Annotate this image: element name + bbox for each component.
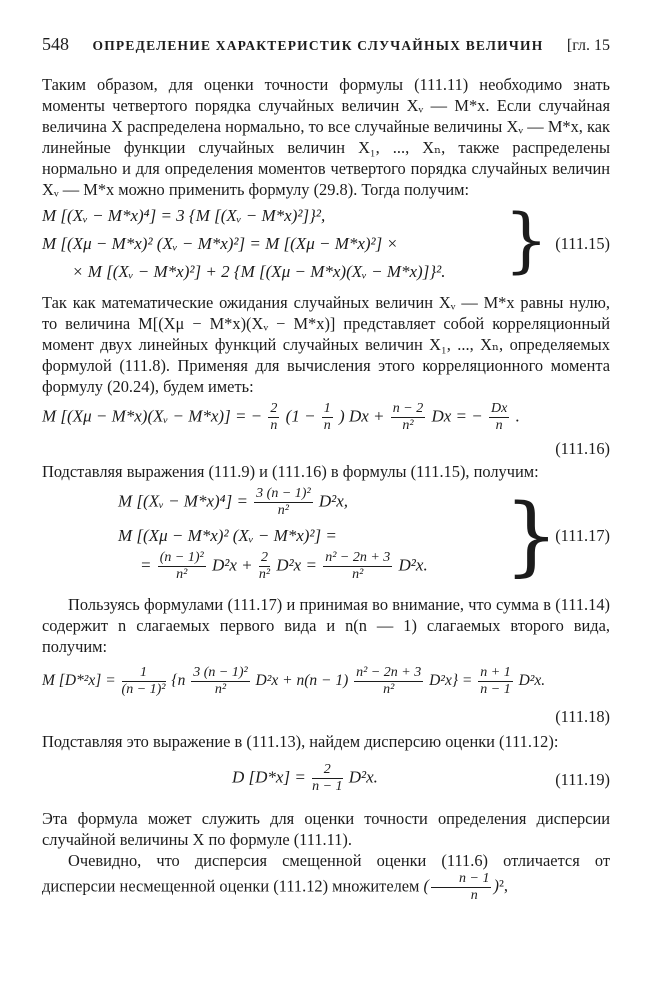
eq17-l1-frac-den: n² xyxy=(277,503,289,518)
eq16-frac-3-num: n − 2 xyxy=(392,401,424,416)
paragraph-1: Таким образом, для оценки точности формулы (111.11) необходимо знать моменты четвертого порядка случайных величин Xᵥ — M*x. Если случайная величина X распределена нормально, то все случайные величины Xᵥ — M*x, как линейные функции случайных величин X₁, ..., Xₙ, также распределены нормально и для определения моментов четвертого порядка случайных величин Xᵥ — M*x можно применить формулу (29.8). Тогда получим: xyxy=(42,75,610,199)
right-brace-2: } xyxy=(504,486,559,586)
eq18-frac-1 xyxy=(122,665,166,698)
eq15-number: (111.15) xyxy=(555,234,610,253)
paragraph-7-text: Очевидно, что дисперсия смещенной оценки (111.6) отличается от дисперсии несмещенной оценки (111.12) множителем xyxy=(42,851,610,896)
p7-frac-den: n xyxy=(470,888,478,903)
eq17-l3-frac-2-num: 2 xyxy=(259,550,270,567)
eq18-frac-3-den: n² xyxy=(383,682,395,697)
eq18-frac-4-num: n + 1 xyxy=(480,665,511,680)
eq16-frac-4-num: Dx xyxy=(490,401,508,416)
eq16-frac-4-den: n xyxy=(495,418,503,433)
eq19-lhs: D [D*x] = xyxy=(232,767,306,787)
eq15-line-3: × M [(Xᵥ − M*x)²] + 2 {M [(Xμ − M*x)(Xᵥ − M*x)]}². xyxy=(72,262,446,281)
paragraph-6: Эта формула может служить для оценки точности определения дисперсии случайной величины X по формуле (111.11). xyxy=(42,809,610,849)
equation-111-15 xyxy=(42,200,610,292)
eq17-l3-term-3: D²x. xyxy=(398,555,428,575)
eq16-mid-1: (1 − xyxy=(285,406,316,426)
eq17-l1-frac xyxy=(254,486,312,519)
eq16-frac-2-num: 1 xyxy=(323,401,331,416)
eq16-mid-2: ) Dx + xyxy=(339,406,385,426)
eq16-lhs: M [(Xμ − M*x)(Xᵥ − M*x)] = − xyxy=(42,406,263,426)
eq17-l3-term-2: D²x = xyxy=(276,555,317,575)
eq16-frac-3-den: n² xyxy=(402,418,414,433)
eq17-l3-frac-1-den: n² xyxy=(176,567,188,582)
eq16-frac-3 xyxy=(391,401,425,434)
eq17-l3-frac-3-den: n² xyxy=(352,567,364,582)
eq17-number: (111.17) xyxy=(555,526,610,545)
page xyxy=(42,34,610,904)
eq17-l1-lhs: M [(Xᵥ − M*x)⁴] = xyxy=(118,491,248,511)
paragraph-7 xyxy=(42,850,610,904)
eq17-l3-frac-1 xyxy=(158,550,206,583)
paragraph-5: Подставляя это выражение в (111.13), найдем дисперсию оценки (111.12): xyxy=(42,732,559,751)
eq17-l1-frac-num: 3 (n − 1)² xyxy=(256,486,311,501)
eq18-lhs: M [D*²x] = xyxy=(42,672,116,690)
eq18-line xyxy=(42,665,545,698)
eq17-line-1 xyxy=(118,486,348,519)
eq18-frac-1-den: (n − 1)² xyxy=(121,682,166,697)
equation-111-17 xyxy=(42,482,610,594)
eq19-frac xyxy=(312,762,342,795)
running-title: ОПРЕДЕЛЕНИЕ ХАРАКТЕРИСТИК СЛУЧАЙНЫХ ВЕЛИЧИН xyxy=(92,38,544,53)
eq15-line-1: M [(Xᵥ − M*x)⁴] = 3 {M [(Xᵥ − M*x)²]}², xyxy=(42,206,326,225)
eq16-line xyxy=(42,401,520,434)
paragraph-4: Пользуясь формулами (111.17) и принимая во внимание, что сумма в (111.14) содержит n слагаемых первого вида и n(n — 1) слагаемых второго вида, получим: xyxy=(42,595,610,656)
eq19-frac-den: n − 1 xyxy=(312,779,343,794)
eq16-frac-2 xyxy=(322,401,333,434)
eq18-frac-4 xyxy=(478,665,512,698)
eq17-l3-frac-2 xyxy=(259,550,270,583)
eq16-frac-2-den: n xyxy=(323,418,331,433)
eq17-l3-frac-1-num: (n − 1)² xyxy=(159,550,204,565)
eq19-line xyxy=(232,762,378,795)
eq17-l1-rhs: D²x, xyxy=(318,491,349,511)
eq17-line-3 xyxy=(140,550,428,583)
paragraph-7-factor: ( $\frac{n - 1}{n}$ )², xyxy=(423,871,508,903)
equation-111-18 xyxy=(42,657,610,731)
eq16-frac-4 xyxy=(489,401,509,434)
eq16-frac-1-num: 2 xyxy=(270,401,278,416)
eq18-b: D²x + n(n − 1) xyxy=(255,672,349,690)
eq18-frac-2 xyxy=(191,665,249,698)
eq19-frac-num: 2 xyxy=(312,762,342,779)
eq16-frac-1-den: n xyxy=(270,418,278,433)
paragraph-2: Так как математические ожидания случайных величин Xᵥ — M*x равны нулю, то величина M[(Xμ − M*x)(Xᵥ − M*x)] представляет собой корреляционный момент двух линейных функций случайных величин X₁, ..., Xₙ, определяемых формулой (111.8). Применяя для вычисления этого корреляционного момента формулу (20.24), будем иметь: xyxy=(42,293,610,396)
p7-frac-num: n − 1 xyxy=(431,871,491,888)
eq18-d: D²x. xyxy=(518,672,546,690)
eq19-rhs: D²x. xyxy=(348,767,378,787)
p7-suffix: ², xyxy=(498,876,508,896)
eq18-c: D²x} = xyxy=(429,672,473,690)
paragraph-3: Подставляя выражения (111.9) и (111.16) в формулы (111.15), получим: xyxy=(42,462,539,481)
eq17-l3-frac-2-den: n² xyxy=(258,567,271,582)
eq18-number: (111.18) xyxy=(555,707,610,726)
eq16-mid-3: Dx = − xyxy=(431,406,483,426)
right-brace: } xyxy=(504,199,549,281)
eq18-frac-3-num: n² − 2n + 3 xyxy=(356,665,422,680)
eq17-l3-term-1: D²x + xyxy=(211,555,253,575)
eq16-end: . xyxy=(515,406,520,426)
eq19-number: (111.19) xyxy=(555,770,610,789)
eq18-frac-4-den: n − 1 xyxy=(480,682,511,697)
eq18-frac-3 xyxy=(354,665,423,698)
equation-111-19 xyxy=(42,752,610,808)
eq16-frac-1 xyxy=(268,401,279,434)
eq18-frac-2-den: n² xyxy=(214,682,227,697)
eq18-frac-2-num: 3 (n − 1)² xyxy=(193,665,248,680)
chapter-label: [гл. 15 xyxy=(566,37,610,54)
eq17-line-2: M [(Xμ − M*x)² (Xᵥ − M*x)²] = xyxy=(118,526,337,545)
eq17-l3-frac-3 xyxy=(323,550,392,583)
equation-111-16 xyxy=(42,397,610,461)
eq16-number: (111.16) xyxy=(555,439,610,458)
eq18-a: {n xyxy=(171,672,186,690)
eq17-l3-frac-3-num: n² − 2n + 3 xyxy=(325,550,391,565)
eq17-l3-eq: = xyxy=(140,555,152,575)
eq18-frac-1-num: 1 xyxy=(122,665,166,682)
p7-frac xyxy=(431,871,491,904)
running-header xyxy=(42,34,610,68)
page-number: 548 xyxy=(42,34,69,54)
eq15-line-2: M [(Xμ − M*x)² (Xᵥ − M*x)²] = M [(Xμ − M*x)²] × xyxy=(42,234,398,253)
